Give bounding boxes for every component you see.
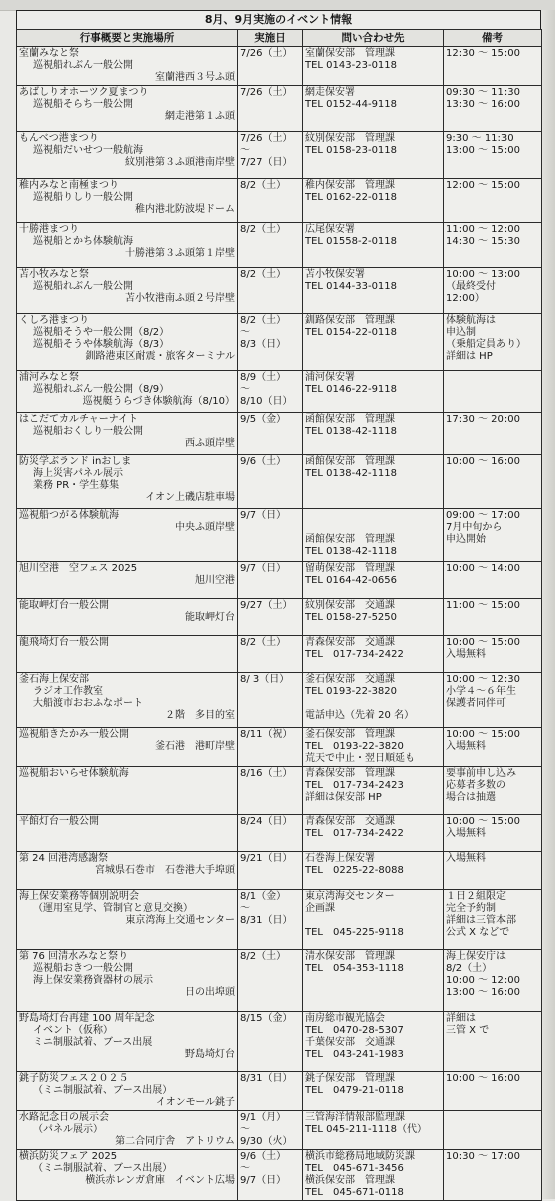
event-detail: 海上災害パネル展示: [33, 468, 123, 479]
table-row: [17, 562, 542, 599]
event-title: 釜石海上保安部: [19, 674, 89, 685]
date-cell: 9/6（土）: [238, 455, 303, 509]
event-cell: [17, 132, 238, 179]
table-row: [17, 509, 542, 562]
event-cell: [17, 47, 238, 86]
event-title: もんべつ港まつり: [19, 133, 99, 144]
event-detail: 巡視船おきつ一般公開: [33, 963, 133, 974]
date-cell: 8/9（土） ～ 8/10（日）: [238, 371, 303, 413]
event-title: 能取岬灯台一般公開: [19, 600, 109, 611]
event-detail: 業務 PR・学生募集: [33, 480, 120, 491]
event-cell: [17, 371, 238, 413]
contact-cell: 銚子保安部 管理課 TEL 0479-21-0118: [303, 1072, 444, 1111]
table-row: [17, 371, 542, 413]
event-cell: [17, 767, 238, 815]
event-title: 横浜防災フェア 2025: [19, 1151, 118, 1162]
event-title: 平館灯台一般公開: [19, 816, 99, 827]
note-cell: 詳細は 三管 X で: [444, 1012, 542, 1072]
date-cell: 9/6（土） ～ 9/7（日）: [238, 1150, 303, 1201]
note-cell: 12:30 ～ 15:00: [444, 47, 542, 86]
table-row: [17, 673, 542, 728]
table-row: [17, 852, 542, 890]
event-cell: [17, 455, 238, 509]
event-location: 西ふ頭岸壁: [185, 438, 235, 449]
table-row: [17, 767, 542, 815]
date-cell: 7/26（土）: [238, 86, 303, 132]
contact-cell: 苫小牧保安署 TEL 0144-33-0118: [303, 268, 444, 314]
event-location: 第二合同庁舎 アトリウム: [115, 1136, 235, 1147]
note-cell: 12:00 ～ 15:00: [444, 179, 542, 223]
date-cell: 8/2（土）: [238, 223, 303, 268]
event-title: 水路記念日の展示会: [19, 1112, 109, 1123]
event-title: あばしりオホーツク夏まつり: [19, 87, 149, 98]
note-cell: 10:00 ～ 15:00 入場無料: [444, 815, 542, 852]
note-cell: 9:30 ～ 11:30 13:00 ～ 15:00: [444, 132, 542, 179]
event-cell: [17, 1111, 238, 1150]
contact-cell: 三管海洋情報部監理課 TEL 045-211-1118（代）: [303, 1111, 444, 1150]
event-detail: 巡視船れぶん一般公開: [33, 60, 133, 71]
event-detail: （運用室見学、管制官と意見交換）: [33, 903, 193, 914]
table-body: [17, 47, 542, 1201]
header-contact: 問い合わせ先: [303, 30, 444, 47]
event-location: イオンモール銚子: [155, 1097, 235, 1108]
event-title: 十勝港まつり: [19, 224, 79, 235]
note-cell: 入場無料: [444, 852, 542, 890]
table-row: [17, 1150, 542, 1201]
table-title: 8月、9月実施のイベント情報: [16, 10, 541, 29]
header-note: 備考: [444, 30, 542, 47]
event-location: 能取岬灯台: [185, 612, 235, 623]
event-title: はこだてカルチャーナイト: [19, 414, 138, 425]
event-title: 銚子防災フェス２０２５: [19, 1073, 129, 1084]
table-row: [17, 268, 542, 314]
event-detail: イベント（仮称）: [33, 1025, 113, 1036]
date-cell: 8/1（金） ～ 8/31（日）: [238, 890, 303, 950]
contact-cell: 石巻海上保安署 TEL 0225-22-8088: [303, 852, 444, 890]
note-cell: 要事前申し込み 応募者多数の 場合は抽選: [444, 767, 542, 815]
event-detail: 巡視船そらち一般公開: [33, 99, 133, 110]
event-location: 稚内港北防波堤ドーム: [135, 204, 235, 215]
date-cell: 8/16（土）: [238, 767, 303, 815]
event-location: 宮城県石巻市 石巻港大手埠頭: [95, 865, 235, 876]
event-detail: （パネル展示）: [33, 1124, 103, 1135]
event-location: 横浜赤レンガ倉庫 イベント広場: [85, 1175, 235, 1186]
contact-cell: 釧路保安部 管理課 TEL 0154-22-0118: [303, 314, 444, 371]
contact-cell: 紋別保安部 交通課 TEL 0158-27-5250: [303, 599, 444, 636]
note-cell: 10:00 ～ 15:00 入場無料: [444, 636, 542, 673]
contact-cell: 青森保安部 交通課 TEL 017-734-2422: [303, 815, 444, 852]
event-location: 巡視艇うらづき体験航海（8/10）: [82, 396, 235, 407]
event-detail: 巡視船りしり一般公開: [33, 192, 133, 203]
date-cell: 8/2（土）: [238, 179, 303, 223]
event-cell: [17, 636, 238, 673]
event-location: 旭川空港: [195, 575, 235, 586]
contact-cell: 稚内保安部 管理課 TEL 0162-22-0118: [303, 179, 444, 223]
table-row: [17, 314, 542, 371]
event-title: 巡視船つがる体験航海: [19, 510, 119, 521]
event-detail: ラジオ工作教室: [33, 686, 103, 697]
note-cell: 海上保安庁は 8/2（土） 10:00 ～ 12:00 13:00 ～ 16:00: [444, 950, 542, 1012]
contact-cell: 浦河保安署 TEL 0146-22-9118: [303, 371, 444, 413]
event-location: 釧路港東区耐震・旅客ターミナル: [85, 351, 235, 362]
date-cell: 8/31（日）: [238, 1072, 303, 1111]
note-cell: [444, 1111, 542, 1150]
event-detail: 巡視船だいせつ一般航海: [33, 145, 143, 156]
event-title: 海上保安業務等個別説明会: [19, 891, 139, 902]
event-cell: [17, 223, 238, 268]
date-cell: 8/ 3（日）: [238, 673, 303, 728]
date-cell: 8/2（土）: [238, 636, 303, 673]
table-row: [17, 950, 542, 1012]
note-cell: 10:00 ～ 16:00: [444, 1072, 542, 1111]
event-cell: [17, 599, 238, 636]
event-title: 第 24 回港湾感謝祭: [19, 853, 109, 864]
event-cell: [17, 728, 238, 767]
note-cell: [444, 371, 542, 413]
event-detail: （ミニ制服試着、ブース出展）: [33, 1163, 173, 1174]
date-cell: 8/2（土） ～ 8/3（日）: [238, 314, 303, 371]
event-title: 防災学ぶランド inおしま: [19, 456, 132, 467]
contact-cell: 釜石保安部 管理課 TEL 0193-22-3820 荒天で中止・翌日順延も: [303, 728, 444, 767]
date-cell: 9/27（土）: [238, 599, 303, 636]
table-row: [17, 636, 542, 673]
event-detail: 巡視船とかち体験航海: [33, 236, 133, 247]
contact-cell: 清水保安部 管理課 TEL 054-353-1118: [303, 950, 444, 1012]
table-row: [17, 599, 542, 636]
note-cell: 09:30 ～ 11:30 13:30 ～ 16:00: [444, 86, 542, 132]
contact-cell: 青森保安部 管理課 TEL 017-734-2423 詳細は保安部 HP: [303, 767, 444, 815]
event-title: 浦河みなと祭: [19, 372, 79, 383]
date-cell: 9/7（日）: [238, 509, 303, 562]
contact-cell: 東京湾海交センター 企画課 TEL 045-225-9118: [303, 890, 444, 950]
event-location: イオン上磯店駐車場: [145, 492, 235, 503]
contact-cell: 函館保安部 管理課 TEL 0138-42-1118: [303, 413, 444, 455]
date-cell: 8/11（祝）: [238, 728, 303, 767]
event-detail: 巡視船そうや一般公開（8/2）: [33, 327, 170, 338]
note-cell: 体験航海は 申込制 （乗船定員あり） 詳細は HP: [444, 314, 542, 371]
contact-cell: 釜石保安部 交通課 TEL 0193-22-3820 電話申込（先着 20 名）: [303, 673, 444, 728]
table-row: [17, 728, 542, 767]
event-location: 網走港第１ふ頭: [165, 111, 235, 122]
contact-cell: 横浜市総務局地域防災課 TEL 045-671-3456 横浜保安部 管理課 TEL 045-671-0118: [303, 1150, 444, 1201]
note-cell: 10:00 ～ 12:30 小学４～６年生 保護者同伴可: [444, 673, 542, 728]
event-title: 龍飛埼灯台一般公開: [19, 637, 109, 648]
event-cell: [17, 509, 238, 562]
table-row: [17, 47, 542, 86]
note-cell: １日２組限定 完全予約制 詳細は三管本部 公式 X などで: [444, 890, 542, 950]
event-cell: [17, 562, 238, 599]
table-row: [17, 815, 542, 852]
note-cell: 11:00 ～ 12:00 14:30 ～ 15:30: [444, 223, 542, 268]
event-cell: [17, 1072, 238, 1111]
event-location: ２階 多目的室: [165, 710, 235, 721]
table-row: [17, 455, 542, 509]
event-cell: [17, 413, 238, 455]
note-cell: 09:00 ～ 17:00 7月中旬から 申込開始: [444, 509, 542, 562]
note-cell: 10:00 ～ 13:00 （最終受付 12:00）: [444, 268, 542, 314]
event-cell: [17, 179, 238, 223]
note-cell: 10:00 ～ 14:00: [444, 562, 542, 599]
event-cell: [17, 268, 238, 314]
event-title: 室蘭みなと祭: [19, 48, 79, 59]
event-location: 中央ふ頭岸壁: [175, 522, 235, 533]
contact-cell: 広尾保安署 TEL 01558-2-0118: [303, 223, 444, 268]
contact-cell: 網走保安署 TEL 0152-44-9118: [303, 86, 444, 132]
date-cell: 7/26（土）: [238, 47, 303, 86]
event-location: 苫小牧港南ふ頭２号岸壁: [125, 293, 235, 304]
date-cell: 9/1（月） ～ 9/30（火）: [238, 1111, 303, 1150]
date-cell: 8/24（日）: [238, 815, 303, 852]
event-detail: 巡視船おくしり一般公開: [33, 426, 143, 437]
event-cell: [17, 890, 238, 950]
table-row: [17, 1072, 542, 1111]
table-header-row: [17, 30, 542, 47]
table-row: [17, 179, 542, 223]
event-table-container: [16, 10, 541, 1201]
event-title: 巡視船おいらせ体験航海: [19, 768, 129, 779]
date-cell: 9/21（日）: [238, 852, 303, 890]
note-cell: 10:30 ～ 17:00: [444, 1150, 542, 1201]
date-cell: 8/15（金）: [238, 1012, 303, 1072]
event-title: 旭川空港 空フェス 2025: [19, 563, 138, 574]
event-detail: 海上保安業務資器材の展示: [33, 975, 153, 986]
event-location: 十勝港第３ふ頭第１岸壁: [125, 248, 235, 259]
date-cell: 9/5（金）: [238, 413, 303, 455]
header-date: 実施日: [238, 30, 303, 47]
contact-cell: 青森保安部 交通課 TEL 017-734-2422: [303, 636, 444, 673]
table-row: [17, 413, 542, 455]
note-cell: 11:00 ～ 15:00: [444, 599, 542, 636]
event-cell: [17, 1012, 238, 1072]
date-cell: 7/26（土） ～ 7/27（日）: [238, 132, 303, 179]
contact-cell: 南房総市観光協会 TEL 0470-28-5307 千葉保安部 交通課 TEL 043-241-1983: [303, 1012, 444, 1072]
event-title: 稚内みなと南極まつり: [19, 180, 119, 191]
event-cell: [17, 950, 238, 1012]
note-cell: 10:00 ～ 16:00: [444, 455, 542, 509]
date-cell: 9/7（日）: [238, 562, 303, 599]
event-detail: 大船渡市おおふなポート: [33, 698, 143, 709]
event-cell: [17, 815, 238, 852]
event-table: [16, 29, 542, 1201]
contact-cell: 函館保安部 管理課 TEL 0138-42-1118: [303, 455, 444, 509]
contact-cell: 室蘭保安部 管理課 TEL 0143-23-0118: [303, 47, 444, 86]
event-detail: 巡視船れぶん一般公開（8/9）: [33, 384, 170, 395]
note-cell: 17:30 ～ 20:00: [444, 413, 542, 455]
event-cell: [17, 673, 238, 728]
event-detail: 巡視船れぶん一般公開: [33, 281, 133, 292]
event-cell: [17, 86, 238, 132]
event-cell: [17, 1150, 238, 1201]
table-row: [17, 1012, 542, 1072]
event-cell: [17, 852, 238, 890]
event-cell: [17, 314, 238, 371]
event-location: 紋別港第３ふ頭港南岸壁: [125, 157, 235, 168]
event-title: 第 76 回清水みなと祭り: [19, 951, 129, 962]
table-row: [17, 132, 542, 179]
event-location: 室蘭港西３号ふ頭: [155, 72, 235, 83]
note-cell: 10:00 ～ 15:00 入場無料: [444, 728, 542, 767]
contact-cell: 函館保安部 管理課 TEL 0138-42-1118: [303, 509, 444, 562]
event-detail: （ミニ制服試着、ブース出展）: [33, 1085, 173, 1096]
event-title: くしろ港まつり: [19, 315, 89, 326]
event-location: 日の出埠頭: [185, 987, 235, 998]
event-location: 東京湾海上交通センター: [125, 915, 235, 926]
event-detail: ミニ制服試着、ブース出展: [33, 1037, 153, 1048]
event-detail: 巡視船そうや体験航海（8/3）: [33, 339, 170, 350]
table-row: [17, 223, 542, 268]
event-title: 野島埼灯台再建 100 周年記念: [19, 1013, 155, 1024]
event-location: 野島埼灯台: [185, 1049, 235, 1060]
date-cell: 8/2（土）: [238, 950, 303, 1012]
event-title: 苫小牧みなと祭: [19, 269, 89, 280]
table-row: [17, 890, 542, 950]
table-row: [17, 86, 542, 132]
date-cell: 8/2（土）: [238, 268, 303, 314]
contact-cell: 留萌保安部 管理課 TEL 0164-42-0656: [303, 562, 444, 599]
contact-cell: 紋別保安部 管理課 TEL 0158-23-0118: [303, 132, 444, 179]
event-location: 釜石港 港町岸壁: [155, 741, 235, 752]
header-event: 行事概要と実施場所: [17, 30, 238, 47]
adjacent-column-edge: [541, 10, 555, 1199]
table-row: [17, 1111, 542, 1150]
event-title: 巡視船きたかみ一般公開: [19, 729, 129, 740]
